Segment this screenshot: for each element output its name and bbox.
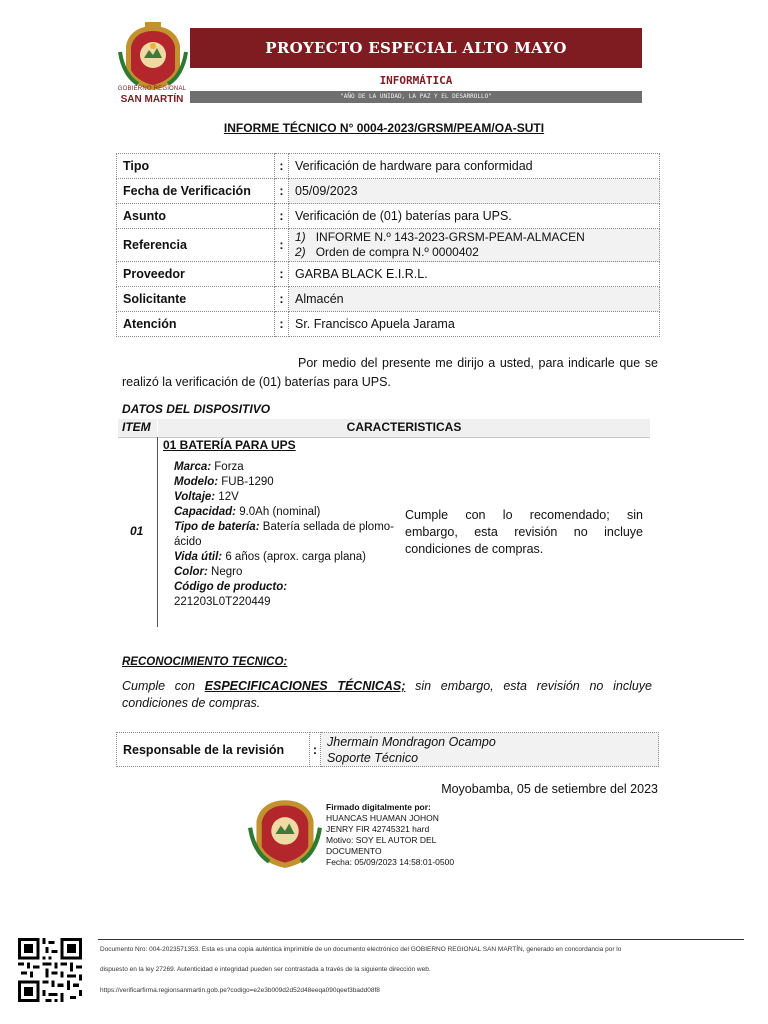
reference-line (295, 230, 653, 245)
info-separator: : (275, 262, 289, 287)
recognition-body (122, 678, 652, 712)
intro-paragraph: Por medio del presente me dirijo a usted, para indicarle que se realizó la verificación de (01) baterías para UPS. (122, 356, 658, 389)
spec-key: Marca: (174, 461, 212, 473)
spec-value: 12V (215, 491, 239, 503)
info-row-provider (117, 262, 660, 287)
info-row-attention (117, 312, 660, 337)
spec-line (174, 550, 394, 565)
spec-value: Forza (211, 461, 244, 473)
verification-url[interactable]: https://verificarfirma.regionsanmartin.gob.pe?codigo=e2e3b009d2d52d48eeqa090qeef3badd08f8 (100, 987, 380, 994)
device-col-characteristics: CARACTERISTICAS (346, 420, 462, 434)
footer-divider (98, 939, 744, 940)
spec-key: Vida útil: (174, 551, 223, 563)
spec-key: Capacidad: (174, 506, 236, 518)
info-row-type (117, 154, 660, 179)
signature-line: JENRY FIR 42745321 hard (326, 824, 430, 834)
info-label: Fecha de Verificación (117, 179, 275, 204)
info-separator: : (275, 229, 289, 262)
info-separator: : (275, 312, 289, 337)
spec-value: 9.0Ah (nominal) (236, 506, 321, 518)
info-value (289, 229, 660, 262)
spec-key: Voltaje: (174, 491, 216, 503)
info-separator: : (275, 287, 289, 312)
spec-line (174, 580, 394, 595)
recognition-pre: Cumple con (122, 679, 205, 693)
spec-line (174, 505, 394, 520)
spec-value: 6 años (aprox. carga plana) (222, 551, 366, 563)
info-separator: : (275, 204, 289, 229)
footer-line-1: Documento Nro: 004-2023571353. Esta es una copia auténtica imprimible de un documento electrónico del GOBIERNO REGIONAL SAN MARTÍN, generado en concordancia por lo (100, 946, 622, 953)
info-row-date (117, 179, 660, 204)
info-label: Referencia (117, 229, 275, 262)
spec-key: Modelo: (174, 476, 219, 488)
spec-line (174, 565, 394, 580)
signature-line: Fecha: 05/09/2023 14:58:01-0500 (326, 857, 455, 867)
device-item-number: 01 (130, 524, 144, 538)
spec-line (174, 460, 394, 475)
responsible-label: Responsable de la revisión (117, 733, 310, 767)
logo-caption-top: GOBIERNO REGIONAL (117, 86, 187, 92)
office-name: INFORMÁTICA (379, 74, 453, 87)
responsible-row (117, 733, 659, 767)
spec-value: FUB-1290 (218, 476, 274, 488)
responsible-name: Jhermain Mondragon Ocampo (327, 734, 496, 749)
info-value: GARBA BLACK E.I.R.L. (289, 262, 660, 287)
responsible-separator: : (310, 733, 321, 767)
responsible-value (321, 733, 659, 767)
footer-line-2: dispuesto en la ley 27269. Autenticidad e integridad pueden ser contrastada a través de la siguiente dirección web. (100, 966, 431, 973)
signature-line: DOCUMENTO (326, 846, 382, 856)
reference-number: 2) (295, 245, 306, 259)
spec-line (174, 490, 394, 505)
reference-number: 1) (295, 230, 306, 244)
spec-key: Tipo de batería: (174, 521, 260, 533)
info-row-subject (117, 204, 660, 229)
spec-line (174, 520, 394, 550)
reference-line (295, 245, 653, 260)
info-separator: : (275, 154, 289, 179)
recognition-title: RECONOCIMIENTO TECNICO: (122, 656, 288, 668)
responsible-table (116, 732, 659, 767)
place-date: Moyobamba, 05 de setiembre del 2023 (441, 782, 658, 796)
info-row-requester (117, 287, 660, 312)
device-col-item: ITEM (122, 420, 151, 434)
device-specs (174, 460, 394, 610)
spec-value: Batería sellada de plomo-ácido (174, 521, 394, 548)
responsible-role: Soporte Técnico (327, 750, 419, 765)
spec-value: Negro (207, 566, 243, 578)
spec-key: Código de producto: (174, 581, 288, 593)
product-code: 221203L0T220449 (174, 596, 271, 608)
info-value: Verificación de (01) baterías para UPS. (289, 204, 660, 229)
spec-line (174, 475, 394, 490)
device-name: 01 BATERÍA PARA UPS (163, 438, 296, 452)
signature-line: Firmado digitalmente por: (326, 802, 431, 812)
digital-signature-text (326, 802, 506, 868)
logo-caption-bottom: SAN MARTÍN (120, 94, 184, 105)
signature-seal-logo (248, 795, 322, 871)
signature-line: HUANCAS HUAMAN JOHON (326, 813, 439, 823)
info-label: Atención (117, 312, 275, 337)
report-info-table (116, 153, 660, 337)
project-banner: PROYECTO ESPECIAL ALTO MAYO (190, 28, 642, 68)
info-value: Verificación de hardware para conformidad (289, 154, 660, 179)
signature-line: Motivo: SOY EL AUTOR DEL (326, 835, 437, 845)
device-verdict: Cumple con lo recomendado; sin embargo, esta revisión no incluye condiciones de compras. (405, 508, 643, 556)
year-motto-bar: "AÑO DE LA UNIDAD, LA PAZ Y EL DESARROLLO" (190, 91, 642, 103)
report-title: INFORME TÉCNICO N° 0004-2023/GRSM/PEAM/OA-SUTI (223, 121, 545, 135)
recognition-post: sin embargo, esta revisión no incluye condiciones de compras. (122, 679, 652, 710)
device-column-divider (157, 437, 158, 627)
info-separator: : (275, 179, 289, 204)
reference-text: INFORME N.º 143-2023-GRSM-PEAM-ALMACEN (315, 230, 585, 244)
info-value: Sr. Francisco Apuela Jarama (289, 312, 660, 337)
info-value: 05/09/2023 (289, 179, 660, 204)
regional-government-logo (118, 22, 188, 92)
info-label: Tipo (117, 154, 275, 179)
info-label: Proveedor (117, 262, 275, 287)
info-label: Solicitante (117, 287, 275, 312)
info-row-reference (117, 229, 660, 262)
info-label: Asunto (117, 204, 275, 229)
info-value: Almacén (289, 287, 660, 312)
reference-text: Orden de compra N.º 0000402 (315, 245, 479, 259)
recognition-emphasis: ESPECIFICACIONES TÉCNICAS; (204, 679, 406, 693)
device-section-title: DATOS DEL DISPOSITIVO (122, 402, 271, 416)
spec-key: Color: (174, 566, 208, 578)
verification-qr-code (18, 938, 82, 1002)
